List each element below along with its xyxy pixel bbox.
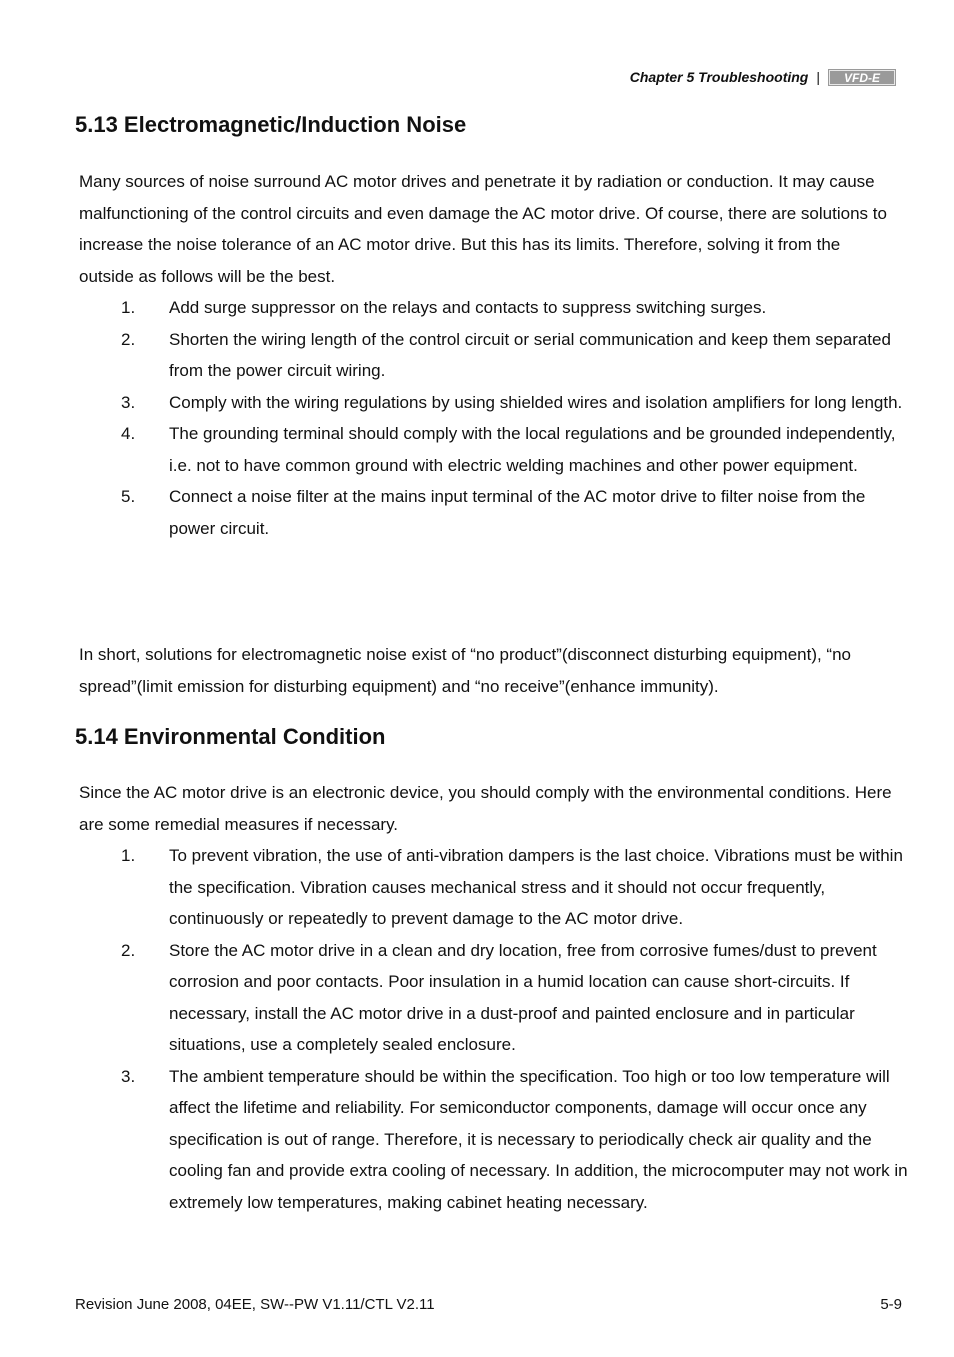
section-5-13-summary: In short, solutions for electromagnetic noise exist of “no product”(disconnect disturbing equipment), “no spread”(limit emission for disturbing equipment) and “no receive”(enhance immunity).: [79, 645, 852, 696]
page-header: [630, 66, 896, 88]
list-item: [79, 387, 909, 419]
list-item: [79, 935, 909, 1061]
list-item-text: Add surge suppressor on the relays and contacts to suppress switching surges.: [169, 298, 767, 317]
list-item: [79, 481, 909, 544]
list-item-number: 4.: [121, 424, 136, 443]
list-item-number: 1.: [121, 846, 136, 865]
section-title-5-13: 5.13 Electromagnetic/Induction Noise: [75, 112, 467, 137]
list-item: [79, 324, 909, 387]
svg-text:VFD-E: VFD-E: [844, 70, 880, 85]
section-5-13-intro: Many sources of noise surround AC motor drives and penetrate it by radiation or conduction. It may cause malfunctioning of the control circuits and even damage the AC motor drive. Of course, there are solutions to increase the noise tolerance of an AC motor drive. But this has its limits. Therefore, solving it from the outside as follows will be the best.: [79, 172, 887, 286]
list-item: [79, 840, 909, 935]
list-item-number: 2.: [121, 940, 136, 960]
list-item-text: The ambient temperature should be within the specification. Too high or too low temperature will affect the lifetime and reliability. For semiconductor components, damage will occur once any specification is out of range. Therefore, it is necessary to periodically check air quality and the cooling fan and provide extra cooling of necessary. In addition, the microcomputer may not work in extremely low temperatures, making cabinet heating necessary.: [169, 1066, 908, 1212]
list-item-number: 2.: [121, 329, 136, 349]
chapter-title: Chapter 5 Troubleshooting: [629, 69, 809, 85]
list-item-text: Connect a noise filter at the mains input terminal of the AC motor drive to filter noise from the power circuit.: [169, 487, 866, 538]
list-item-number: 5.: [121, 487, 136, 506]
list-item-number: 3.: [121, 1066, 136, 1086]
section-5-14-intro: Since the AC motor drive is an electronic device, you should comply with the environmental conditions. Here are some remedial measures if necessary.: [79, 783, 892, 834]
page-footer: [75, 1296, 902, 1313]
list-item-text: Shorten the wiring length of the control circuit or serial communication and keep them separated from the power circuit wiring.: [169, 329, 891, 380]
list-item-number: 1.: [121, 298, 136, 317]
section-title-5-14: 5.14 Environmental Condition: [75, 724, 386, 749]
list-item-text: Store the AC motor drive in a clean and dry location, free from corrosive fumes/dust to prevent corrosion and poor contacts. Poor insulation in a humid location can cause short-circuits. If necessary, install the AC motor drive in a dust-proof and painted enclosure and in particular situations, use a completely sealed enclosure.: [169, 940, 877, 1054]
list-item-text: To prevent vibration, the use of anti-vibration dampers is the last choice. Vibrations must be within the specification. Vibration causes mechanical stress and it should not occur frequently, continuously or repeatedly to prevent damage to the AC motor drive.: [169, 846, 903, 928]
list-item: [79, 418, 909, 481]
list-item-number: 3.: [121, 392, 136, 412]
environment-remedy-list: [79, 840, 909, 1218]
vfd-e-logo-icon: [828, 69, 896, 86]
list-item-text: Comply with the wiring regulations by using shielded wires and isolation amplifiers for long length.: [169, 392, 903, 412]
page-number: 5-9: [880, 1296, 902, 1313]
list-item: [79, 292, 909, 324]
noise-remedy-list: [79, 292, 909, 544]
header-separator: |: [816, 69, 820, 85]
revision-text: Revision June 2008, 04EE, SW--PW V1.11/CTL V2.11: [75, 1296, 435, 1313]
list-item: [79, 1061, 909, 1219]
list-item-text: The grounding terminal should comply with the local regulations and be grounded independently, i.e. not to have common ground with electric welding machines and other power equipment.: [169, 424, 896, 475]
